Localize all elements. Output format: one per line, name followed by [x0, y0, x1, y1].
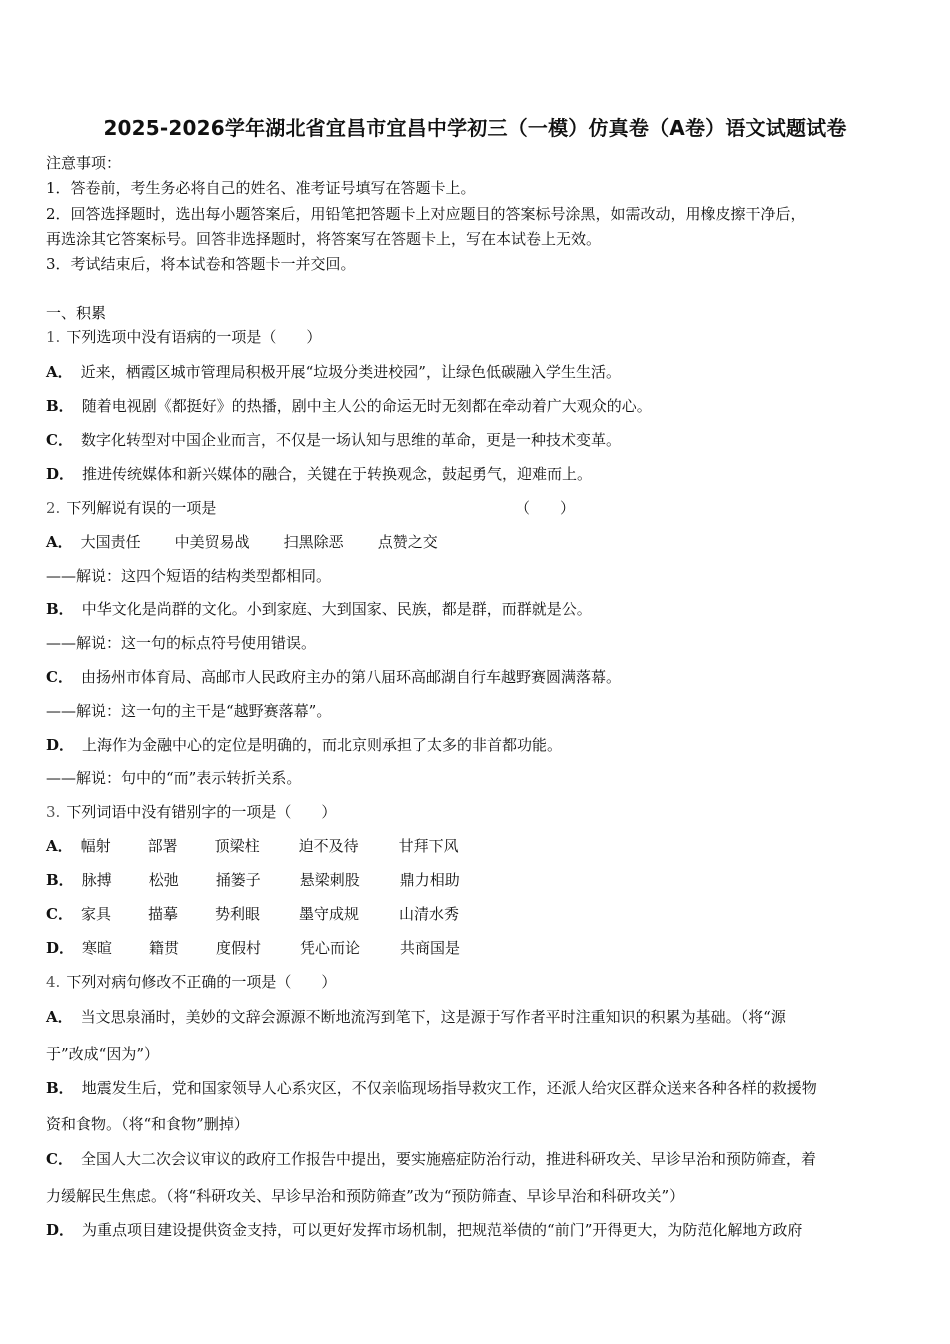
option-text: 地震发生后，党和国家领导人心系灾区，不仅亲临现场指导救灾工作，还派人给灾区群众送来各种各样的救援物 — [81, 1079, 817, 1097]
option-label: B． — [46, 600, 74, 618]
explanation-note: ——解说：这一句的主干是“越野赛落幕”。 — [46, 702, 332, 720]
option-label: C． — [46, 905, 73, 923]
option-continuation: 于”改成“因为”） — [46, 1045, 160, 1063]
option-word: 家具 — [80, 905, 111, 923]
notice-item: 3．考试结束后，将本试卷和答题卡一并交回。 — [46, 255, 356, 273]
option-text: 全国人大二次会议审议的政府工作报告中提出，要实施癌症防治行动，推进科研攻关、早诊早治和预防筛查，着 — [80, 1150, 816, 1168]
option-word: 鼎力相助 — [399, 871, 460, 889]
option — [46, 531, 438, 552]
question-number: 3. — [46, 803, 61, 821]
option-word: 捅篓子 — [215, 871, 261, 889]
option-word: 墨守成规 — [298, 905, 359, 923]
option-text: 上海作为金融中心的定位是明确的，而北京则承担了太多的非首都功能。 — [82, 736, 563, 754]
option-label: A． — [46, 1008, 73, 1026]
option-label: A． — [46, 837, 73, 855]
exam-title: 2025-2026学年湖北省宜昌市宜昌中学初三（一模）仿真卷（A卷）语文试题试卷 — [103, 116, 847, 140]
option-text: 随着电视剧《都挺好》的热播，剧中主人公的命运无时无刻都在牵动着广大观众的心。 — [81, 397, 652, 415]
option-text: 近来，栖霞区城市管理局积极开展“垃圾分类进校园”，让绿色低碳融入学生生活。 — [80, 363, 621, 381]
option-word: 点赞之交 — [377, 533, 438, 551]
option — [46, 395, 652, 416]
option — [46, 429, 621, 450]
option-word: 籍贯 — [149, 939, 180, 957]
option-label: C． — [46, 1150, 73, 1168]
explanation-note: ——解说：句中的“而”表示转折关系。 — [46, 769, 302, 787]
option — [46, 1148, 816, 1169]
option-word: 凭心而论 — [300, 939, 361, 957]
option-word: 寒暄 — [82, 939, 113, 957]
option-word: 描摹 — [147, 905, 178, 923]
option-row — [46, 937, 460, 958]
notice-item: 1．答卷前，考生务必将自己的姓名、准考证号填写在答题卡上。 — [46, 179, 476, 197]
option-label: D． — [46, 1221, 75, 1239]
option-row — [46, 903, 459, 924]
option-text: 当文思泉涌时，美妙的文辞会源源不断地流泻到笔下，这是源于写作者平时注重知识的积累为基础。（将“源 — [80, 1008, 786, 1026]
option-label: C． — [46, 431, 73, 449]
option-label: A． — [46, 363, 73, 381]
option-row — [46, 869, 460, 890]
option-word: 悬梁刺股 — [299, 871, 360, 889]
option-continuation: 力缓解民生焦虑。（将“科研攻关、早诊早治和预防筛查”改为“预防筛查、早诊早治和科研攻关”） — [46, 1187, 685, 1205]
option-word: 幅射 — [80, 837, 111, 855]
option — [46, 734, 562, 755]
question-text: 下列选项中没有语病的一项是（ ） — [66, 328, 322, 346]
question-stem — [46, 326, 321, 347]
option-word: 脉搏 — [81, 871, 112, 889]
option-word: 松弛 — [148, 871, 179, 889]
option-label: B． — [46, 871, 74, 889]
option-word: 迫不及待 — [298, 837, 359, 855]
option-word: 大国责任 — [80, 533, 141, 551]
question-text: 下列对病句修改不正确的一项是（ ） — [66, 973, 337, 991]
option — [46, 463, 592, 484]
option-label: D． — [46, 736, 75, 754]
option-word: 部署 — [147, 837, 178, 855]
option — [46, 598, 592, 619]
notice-item: 2．回答选择题时，选出每小题答案后，用铅笔把答题卡上对应题目的答案标号涂黑，如需改动，用橡皮擦干净后， — [46, 205, 806, 223]
answer-parentheses: （ ） — [515, 499, 576, 517]
option-word: 共商国是 — [400, 939, 461, 957]
option-row — [46, 835, 459, 856]
option — [46, 666, 621, 687]
explanation-note: ——解说：这一句的标点符号使用错误。 — [46, 634, 317, 652]
explanation-note: ——解说：这四个短语的结构类型都相同。 — [46, 567, 332, 585]
option-label: D． — [46, 939, 75, 957]
option-text: 由扬州市体育局、高邮市人民政府主办的第八届环高邮湖自行车越野赛圆满落幕。 — [80, 668, 621, 686]
option-word: 顶梁柱 — [214, 837, 260, 855]
option-continuation: 资和食物。（将“和食物”删掉） — [46, 1115, 249, 1133]
question-number: 4. — [46, 973, 61, 991]
section-heading: 一、积累 — [46, 304, 107, 322]
question-number: 2. — [46, 499, 61, 517]
option-label: C． — [46, 668, 73, 686]
option-text: 为重点项目建设提供资金支持，可以更好发挥市场机制，把规范举债的“前门”开得更大，为防范化解地方政府 — [82, 1221, 803, 1239]
option-word: 中美贸易战 — [174, 533, 250, 551]
option-word: 势利眼 — [214, 905, 260, 923]
question-text: 下列词语中没有错别字的一项是（ ） — [66, 803, 337, 821]
option-label: D． — [46, 465, 75, 483]
option-word: 扫黑除恶 — [283, 533, 344, 551]
question-text: 下列解说有误的一项是 — [66, 499, 217, 517]
question-stem — [46, 971, 336, 992]
option-text: 数字化转型对中国企业而言，不仅是一场认知与思维的革命，更是一种技术变革。 — [80, 431, 621, 449]
question-stem — [46, 497, 904, 518]
option-word: 山清水秀 — [398, 905, 459, 923]
option-label: A． — [46, 533, 73, 551]
option-word: 甘拜下风 — [398, 837, 459, 855]
notice-item: 再选涂其它答案标号。回答非选择题时，将答案写在答题卡上，写在本试卷上无效。 — [46, 230, 602, 248]
question-number: 1. — [46, 328, 61, 346]
question-stem — [46, 801, 336, 822]
option-label: B． — [46, 397, 74, 415]
option — [46, 1077, 817, 1098]
option-text: 中华文化是尚群的文化。小到家庭、大到国家、民族，都是群，而群就是公。 — [81, 600, 592, 618]
option-word: 度假村 — [216, 939, 262, 957]
option-text: 推进传统媒体和新兴媒体的融合，关键在于转换观念，鼓起勇气，迎难而上。 — [82, 465, 593, 483]
option-label: B． — [46, 1079, 74, 1097]
option — [46, 1219, 802, 1240]
option — [46, 361, 621, 382]
option — [46, 1006, 786, 1027]
notice-heading: 注意事项： — [46, 154, 122, 172]
